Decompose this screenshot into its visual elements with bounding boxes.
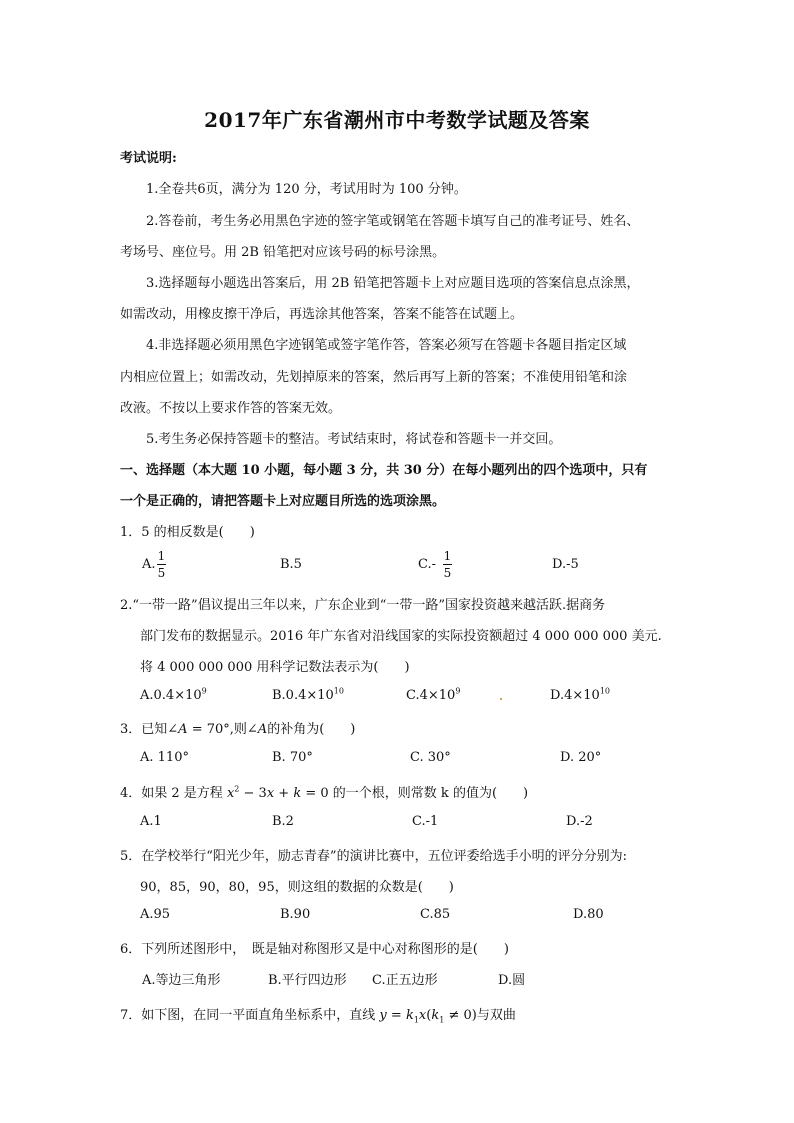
exponent: 10	[599, 686, 610, 696]
question-2-stem-cont: 部门发布的数据显示。2016 年广东省对沿线国家的实际投资额超过 4 000 000 000 美元.	[140, 629, 662, 644]
text: = 70°,则∠	[187, 722, 258, 737]
q1-option-a-prefix: A.	[142, 557, 156, 572]
text: 4．如果 2 是方程	[120, 786, 227, 801]
question-7-stem	[120, 1004, 516, 1023]
option-text: B.0.4×10	[272, 688, 334, 703]
fraction-numerator: 1	[443, 549, 452, 563]
text: +	[274, 786, 294, 801]
q2-option-c	[406, 688, 460, 703]
subscript: 1	[413, 1015, 419, 1025]
text: 的补角为( )	[267, 722, 356, 737]
q2-option-d	[550, 688, 610, 703]
exponent: 9	[455, 686, 461, 696]
math-var: k	[405, 1008, 414, 1023]
page-title: 2017年广东省潮州市中考数学试题及答案	[204, 108, 590, 132]
instruction-line: 内相应位置上；如需改动，先划掉原来的答案，然后再写上新的答案；不准使用铅笔和涂	[120, 370, 628, 385]
question-2-stem: 2.“一带一路”倡议提出三年以来，广东企业到“一带一路”国家投资越来越活跃.据商务	[120, 598, 606, 613]
q1-option-b: B.5	[280, 557, 302, 572]
option-text: D.4×10	[550, 688, 600, 703]
option-text: A.0.4×10	[140, 688, 202, 703]
math-var: x	[418, 1008, 427, 1023]
exponent: 2	[234, 784, 240, 794]
question-4-stem	[120, 782, 528, 801]
math-var: A	[257, 722, 268, 737]
section-heading-cont: 一个是正确的，请把答题卡上对应题目所选的选项涂黑。	[120, 494, 446, 509]
text: 的一个根，则常数 k 的值为( )	[328, 786, 529, 801]
instruction-line: 如需改动，用橡皮擦干净后，再选涂其他答案，答案不能答在试题上。	[120, 307, 524, 322]
text: 7．如下图，在同一平面直角坐标系中，直线	[120, 1008, 380, 1023]
question-3-stem	[120, 718, 355, 737]
q4-option-c: C.-1	[412, 814, 439, 829]
fraction-denominator: 5	[443, 566, 452, 580]
q3-option-b: B. 70°	[272, 750, 313, 765]
q5-option-c: C.85	[420, 907, 451, 922]
question-1-stem: 1．5 的相反数是( )	[120, 525, 255, 540]
text: =	[386, 1008, 406, 1023]
fraction-denominator: 5	[157, 566, 166, 580]
fraction-bar	[443, 564, 452, 565]
question-5-stem-cont: 90，85，90，80，95，则这组的数据的众数是( )	[140, 880, 454, 895]
instruction-line: 3.选择题每小题选出答案后，用 2B 铅笔把答题卡上对应题目选项的答案信息点涂黑，	[146, 276, 640, 291]
instruction-line: 1.全卷共6页，满分为 120 分，考试用时为 100 分钟。	[146, 182, 467, 197]
exponent: 9	[201, 686, 207, 696]
stray-mark	[500, 698, 502, 700]
q4-option-a: A.1	[140, 814, 162, 829]
q4-option-b: B.2	[272, 814, 294, 829]
subscript: 1	[439, 1015, 445, 1025]
option-text: C.4×10	[406, 688, 456, 703]
text: − 3	[239, 786, 267, 801]
q6-option-c: C.正五边形	[372, 973, 438, 988]
q3-option-a: A. 110°	[140, 750, 189, 765]
q5-option-a: A.95	[140, 907, 171, 922]
section-heading: 一、选择题（本大题 10 小题，每小题 3 分，共 30 分）在每小题列出的四个选项中，只有	[120, 463, 648, 478]
q5-option-b: B.90	[280, 907, 311, 922]
math-var: A	[178, 722, 188, 737]
q3-option-c: C. 30°	[410, 750, 451, 765]
instruction-line: 考场号、座位号。用 2B 铅笔把对应该号码的标号涂黑。	[120, 245, 446, 260]
math-var: k	[293, 786, 302, 801]
instruction-line: 2.答卷前，考生务必用黑色字迹的签字笔或钢笔在答题卡填写自己的准考证号、姓名、	[146, 214, 640, 229]
instruction-line: 4.非选择题必须用黑色字迹钢笔或签字笔作答，答案必须写在答题卡各题目指定区域	[146, 338, 627, 353]
instruction-line: 改液。不按以上要求作答的答案无效。	[120, 401, 342, 416]
instructions-heading: 考试说明:	[120, 151, 177, 166]
text: = 0	[301, 786, 329, 801]
q5-option-d: D.80	[573, 907, 604, 922]
text: (	[426, 1008, 432, 1023]
fraction-numerator: 1	[157, 549, 166, 563]
text: 与双曲	[476, 1008, 516, 1023]
math-var: x	[226, 786, 235, 801]
q2-option-b	[272, 688, 344, 703]
q1-option-c-prefix: C.-	[418, 557, 437, 572]
question-2-stem-cont: 将 4 000 000 000 用科学记数法表示为( )	[140, 660, 410, 675]
text: ≠ 0)	[444, 1008, 477, 1023]
q1-option-a-fraction	[157, 550, 166, 579]
q6-option-d: D.圆	[498, 973, 526, 988]
instruction-line: 5.考生务必保持答题卡的整洁。考试结束时，将试卷和答题卡一并交回。	[146, 432, 562, 447]
question-6-stem: 6．下列所述图形中， 既是轴对称图形又是中心对称图形的是( )	[120, 942, 509, 957]
fraction-bar	[157, 564, 166, 565]
math-var: x	[266, 786, 275, 801]
q6-option-b: B.平行四边形	[268, 973, 347, 988]
q1-option-d: D.-5	[552, 557, 579, 572]
q4-option-d: D.-2	[566, 814, 593, 829]
q3-option-d: D. 20°	[560, 750, 602, 765]
math-var: y	[379, 1008, 387, 1023]
text: 3．已知∠	[120, 722, 179, 737]
q6-option-a: A.等边三角形	[142, 973, 221, 988]
q2-option-a	[140, 688, 207, 703]
exponent: 10	[333, 686, 344, 696]
question-5-stem: 5．在学校举行“阳光少年，励志青春”的演讲比赛中，五位评委给选手小明的评分分别为:	[120, 849, 627, 864]
math-var: k	[431, 1008, 440, 1023]
q1-option-c-fraction	[443, 550, 452, 579]
